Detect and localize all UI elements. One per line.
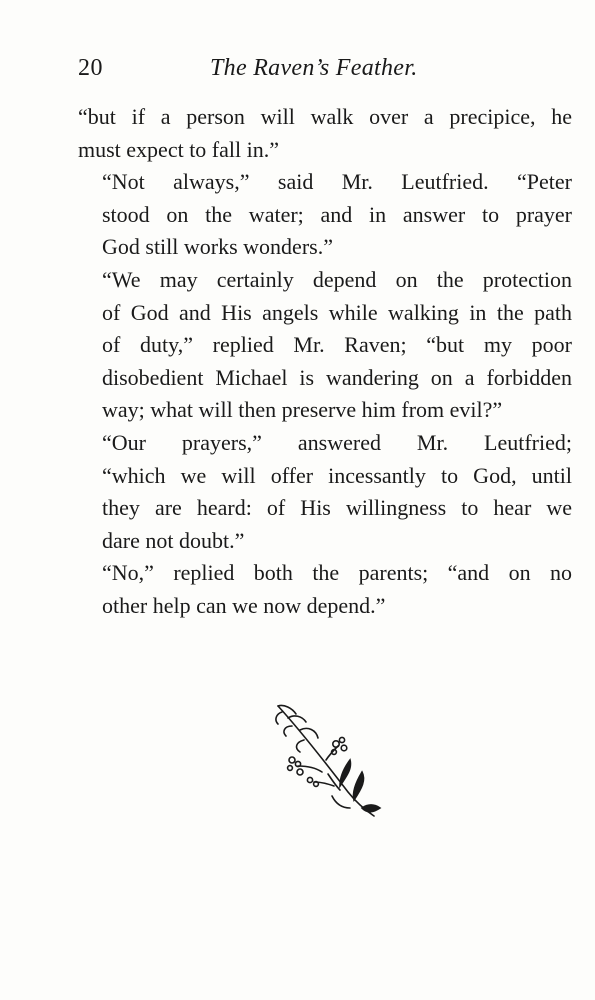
page-header	[78, 55, 573, 95]
running-title: The Raven’s Feather.	[210, 55, 418, 81]
paragraph-1	[78, 101, 572, 166]
page-number: 20	[78, 55, 103, 81]
text-line: must expect to fall in.”	[78, 136, 279, 162]
paragraph-2	[78, 166, 572, 264]
text-line: of duty,” replied Mr. Raven; “but my poor	[102, 332, 572, 358]
paragraph-3	[78, 264, 572, 427]
body-text	[78, 101, 572, 623]
text-line: dare not doubt.”	[102, 527, 245, 553]
text-line: “Not always,” said Mr. Leutfried. “Peter	[102, 169, 572, 195]
paragraph-5	[78, 557, 572, 622]
text-line: disobedient Michael is wandering on a forbidden	[102, 364, 572, 390]
text-line: “but if a person will walk over a precipice, he	[78, 104, 572, 129]
text-line: God still works wonders.”	[102, 234, 333, 260]
text-line: they are heard: of His willingness to hear we	[102, 495, 572, 521]
text-line: “which we will offer incessantly to God, until	[102, 462, 572, 488]
text-line: way; what will then preserve him from evil?”	[102, 397, 503, 423]
text-line: other help can we now depend.”	[102, 592, 386, 618]
paragraph-4	[78, 427, 572, 557]
text-line: stood on the water; and in answer to prayer	[102, 201, 572, 227]
text-line: “Our prayers,” answered Mr. Leutfried;	[102, 429, 572, 455]
floral-sprig-icon	[270, 700, 385, 825]
text-line: of God and His angels while walking in the path	[102, 299, 572, 325]
text-line: “We may certainly depend on the protection	[102, 266, 572, 292]
text-line: “No,” replied both the parents; “and on no	[102, 560, 572, 586]
